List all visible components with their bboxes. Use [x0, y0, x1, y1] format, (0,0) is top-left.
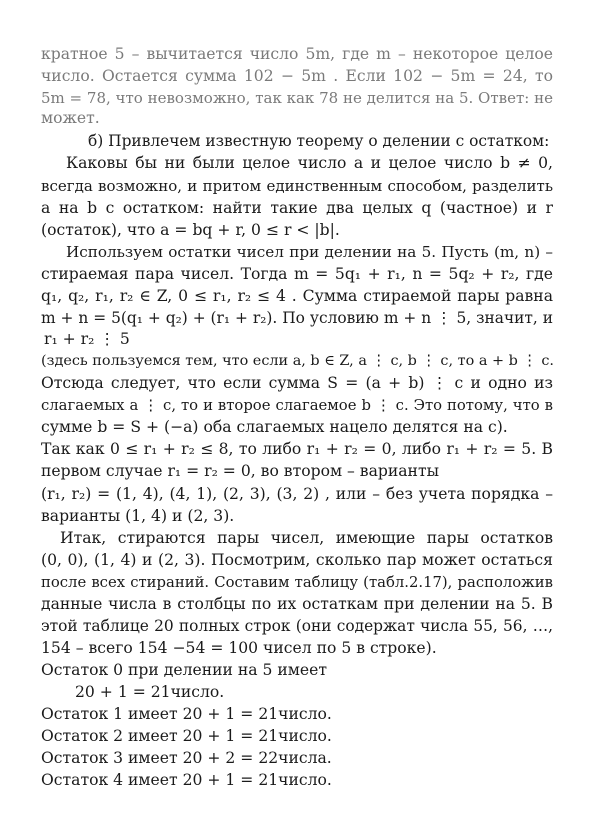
text-line: слагаемых a ⋮ c, то и второе слагаемое b ⋮ c. Это потому, что в [41, 397, 553, 414]
text-line: после всех стираний. Составим таблицу (табл.2.17), расположив [41, 574, 553, 591]
text-line: Остаток 3 имеет 20 + 2 = 22числа. [41, 749, 332, 767]
text-line: данные числа в столбцы по их остаткам при делении на 5. В [41, 595, 553, 613]
text-line: этой таблице 20 полных строк (они содержат числа 55, 56, …, [41, 617, 553, 635]
text-line: Остаток 1 имеет 20 + 1 = 21число. [41, 705, 332, 723]
text-line: сумме b = S + (−a) оба слагаемых нацело делятся на c). [41, 418, 508, 436]
text-line: m + n = 5(q₁ + q₂) + (r₁ + r₂). По условию m + n ⋮ 5, значит, и [41, 309, 553, 327]
text-line: a на b с остатком: найти такие два целых q (частное) и r [41, 199, 553, 217]
text-line: стираемая пара чисел. Тогда m = 5q₁ + r₁, n = 5q₂ + r₂, где [41, 265, 553, 283]
text-line: r₁ + r₂ ⋮ 5 [44, 330, 130, 348]
text-line: Так как 0 ≤ r₁ + r₂ ≤ 8, то либо r₁ + r₂ = 0, либо r₁ + r₂ = 5. В [41, 440, 553, 458]
text-line: (здесь пользуемся тем, что если a, b ∈ Z, a ⋮ c, b ⋮ c, то a + b ⋮ c. [41, 353, 554, 369]
text-line: варианты (1, 4) и (2, 3). [41, 507, 235, 525]
text-line: б) Привлечем известную теорему о делении с остатком: [88, 132, 550, 150]
text-line: q₁, q₂, r₁, r₂ ∈ Z, 0 ≤ r₁, r₂ ≤ 4 . Сумма стираемой пары равна [41, 287, 553, 305]
text-line: 154 – всего 154 −54 = 100 чисел по 5 в строке). [41, 639, 437, 657]
text-line: 5m = 78, что невозможно, так как 78 не делится на 5. Ответ: не [41, 89, 553, 107]
text-line: Отсюда следует, что если сумма S = (a + b) ⋮ c и одно из [41, 374, 553, 392]
text-line: 20 + 1 = 21число. [75, 683, 225, 701]
text-line: первом случае r₁ = r₂ = 0, во втором – варианты [41, 462, 439, 480]
text-line: Остаток 0 при делении на 5 имеет [41, 661, 327, 679]
text-line: (r₁, r₂) = (1, 4), (4, 1), (2, 3), (3, 2) , или – без учета порядка – [41, 485, 553, 503]
text-line: может. [41, 109, 100, 127]
text-line: Итак, стираются пары чисел, имеющие пары остатков [60, 529, 553, 547]
text-line: Остаток 2 имеет 20 + 1 = 21число. [41, 727, 332, 745]
text-line: кратное 5 – вычитается число 5m, где m – некоторое целое [41, 45, 553, 63]
text-line: Используем остатки чисел при делении на 5. Пусть (m, n) – [66, 243, 553, 261]
text-line: всегда возможно, и притом единственным способом, разделить [41, 177, 553, 195]
text-line: Остаток 4 имеет 20 + 1 = 21число. [41, 771, 332, 789]
text-line: Каковы бы ни были целое число a и целое число b ≠ 0, [66, 154, 553, 172]
text-line: число. Остается сумма 102 − 5m . Если 102 − 5m = 24, то [41, 67, 553, 85]
text-line: (остаток), что a = bq + r, 0 ≤ r < |b|. [41, 221, 340, 239]
text-line: (0, 0), (1, 4) и (2, 3). Посмотрим, сколько пар может остаться [41, 551, 553, 569]
